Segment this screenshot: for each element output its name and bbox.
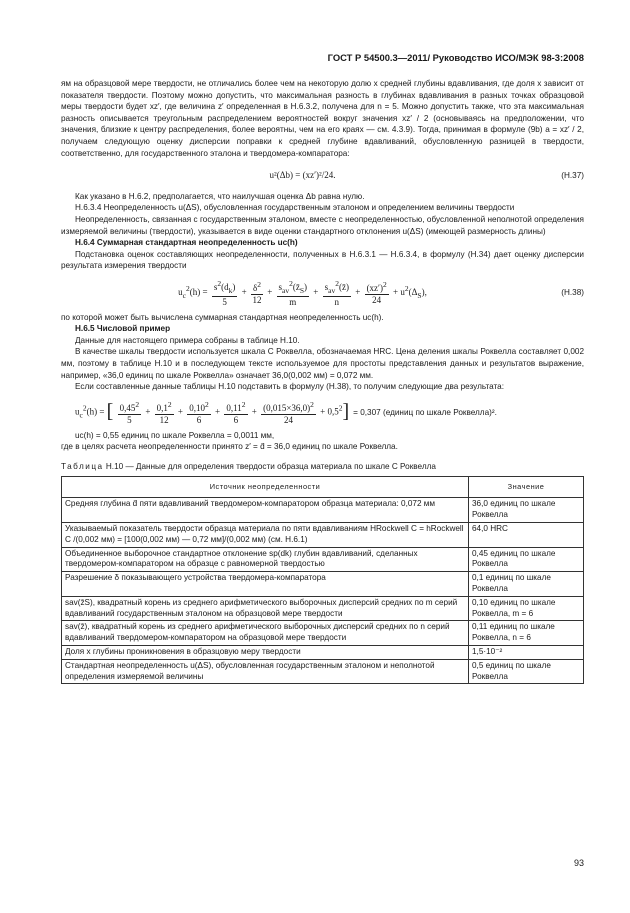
equation-result bbox=[75, 399, 584, 426]
table-header-row bbox=[62, 476, 584, 498]
equation-h37 bbox=[61, 170, 584, 182]
equation-result-value: = 0,307 (единиц по шкале Роквелла)². bbox=[353, 407, 497, 417]
table-cell-source: Средняя глубина d̄ пяти вдавливаний твердомером-компаратором образца материала: 0,072 мм bbox=[62, 498, 469, 523]
table-cell-value: 0,5 единиц по шкале Роквелла bbox=[469, 659, 584, 684]
table-cell-source: Доля x глубины проникновения в образцовую меру твердости bbox=[62, 646, 469, 660]
table-cell-source: sav(z̄), квадратный корень из среднего арифметического выборочных дисперсий средних по n серий вдавливаний твердомером-компаратором на образцовой мере твердости bbox=[62, 621, 469, 646]
table-cell-value: 36,0 единиц по шкале Роквелла bbox=[469, 498, 584, 523]
paragraph-4: Неопределенность, связанная с государственным эталоном, вместе с неопределенностью, обусловленной неполнотой определения измеряемой величины (твердости), указывается в виде оценки стандартного отклонения u(ΔS) (имеющей размерность длины) bbox=[61, 214, 584, 236]
equation-h37-number: (Н.37) bbox=[561, 171, 584, 181]
equation-h38-body: $u_c^2(h)$ = $\frac{s^2(d_k)}{5}$ + $\frac{\delta^2}{12}$ + $\frac{s_{av}^2(z̄_S)}{m}$ + $\frac{s_{av}^2(z̄)}{n}$ + $\frac{(xz')^2}{24}$ + $u^2(\Delta_S)$, bbox=[178, 278, 427, 307]
section-heading-h65: Н.6.5 Числовой пример bbox=[75, 324, 171, 334]
table-row bbox=[62, 596, 584, 621]
paragraph-8: В качестве шкалы твердости используется шкала С Роквелла, обозначаемая HRC. Цена деления шкалы Роквелла составляет 0,002 мм, поэтому в таблице Н.10 и в последующем тексте используемое для простоты представления данных и результатов выражение, например, «36,0 единиц по шкале Роквелла» означает 36,0(0,002 мм) = 0,072 мм. bbox=[61, 347, 584, 380]
page-header: ГОСТ Р 54500.3—2011/ Руководство ИСО/МЭК 98-3:2008 bbox=[327, 52, 584, 63]
table-row bbox=[62, 572, 584, 597]
paragraph-10: uc(h) = 0,55 единиц по шкале Роквелла = 0,0011 мм, bbox=[75, 430, 275, 440]
table-row bbox=[62, 523, 584, 548]
equation-h38-number: (Н.38) bbox=[561, 288, 584, 297]
table-cell-value: 0,1 единиц по шкале Роквелла bbox=[469, 572, 584, 597]
equation-h37-body: u²(Δb) = (xz′)²/24. bbox=[269, 170, 336, 181]
table-cell-source: Разрешение δ показывающего устройства твердомера-компаратора bbox=[62, 572, 469, 597]
page-number: 93 bbox=[573, 858, 584, 868]
paragraph-2: Как указано в Н.6.2, предполагается, что наилучшая оценка Δb равна нулю. bbox=[75, 191, 365, 201]
table-cell-source: Стандартная неопределенность u(ΔS), обусловленная государственным эталоном и неполнотой определения измеряемой величины bbox=[62, 659, 469, 684]
table-row bbox=[62, 498, 584, 523]
paragraph-5: Подстановка оценок составляющих неопределенности, полученных в Н.6.3.1 — Н.6.3.4, в формулу (Н.34) дает оценку дисперсии результата измерения твердости bbox=[61, 249, 584, 271]
table-row bbox=[62, 646, 584, 660]
equation-h38 bbox=[61, 278, 584, 308]
table-row bbox=[62, 659, 584, 684]
table-caption bbox=[61, 461, 584, 473]
paragraph-11: где в целях расчета неопределенности принято z′ = d̄ = 36,0 единиц по шкале Роквелла. bbox=[61, 442, 398, 452]
section-heading-h64: Н.6.4 Суммарная стандартная неопределенность uc(h) bbox=[75, 238, 298, 248]
table-cell-source: Объединенное выборочное стандартное отклонение sp(dk) глубин вдавливаний, сделанных твердомером-компаратором на образце с равномерной твердостью bbox=[62, 547, 469, 572]
table-cell-source: Указываемый показатель твердости образца материала по пяти вдавливаниям HRockwell C = hRockwell C /(0,002 мм) = [100(0,002 мм) — 0,72 мм]/(0,002 мм) (см. Н.6.1) bbox=[62, 523, 469, 548]
paragraph-9: Если составленные данные таблицы Н.10 подставить в формулу (Н.38), то получим следующие два результата: bbox=[75, 382, 505, 392]
equation-result-body: $u_c^2(h)$ = [ $\frac{0,45^2}{5}$ + $\frac{0,1^2}{12}$ + $\frac{0,10^2}{6}$ + $\frac{0,11^2}{6}$ + $\frac{(0,015\times 36,0)^2}{24}$ + $0,5^2$] bbox=[75, 399, 350, 425]
document-body bbox=[61, 78, 584, 684]
paragraph-3: Н.6.3.4 Неопределенность u(ΔS), обусловленная государственным эталоном и определением величины твердости bbox=[75, 203, 515, 213]
table-cell-value: 64,0 HRC bbox=[469, 523, 584, 548]
table-header-value: Значение bbox=[469, 476, 584, 498]
data-table-h10 bbox=[61, 476, 584, 685]
paragraph-6: по которой может быть вычислена суммарная стандартная неопределенность uc(h). bbox=[61, 312, 384, 322]
table-cell-value: 1,5·10⁻² bbox=[469, 646, 584, 660]
table-cell-value: 0,45 единиц по шкале Роквелла bbox=[469, 547, 584, 572]
table-row bbox=[62, 621, 584, 646]
table-cell-source: sav(z̄S), квадратный корень из среднего арифметического выборочных дисперсий средних по m серий вдавливаний государственным эталоном на образцовой мере твердости bbox=[62, 596, 469, 621]
paragraph-1: ям на образцовой мере твердости, не отличались более чем на некоторую долю x средней глубины вдавливания, где доля x зависит от показателя твердости. Поэтому можно допустить, что максимальная разность в глубинах вдавливания в разных точках образцовой меры твердости будет xz′, где величина z′ определенная в Н.6.3.2, получена для n = 5. Можно допустить также, что эта максимальная разность описывается треугольным распределением вероятностей вокруг значения xz′ / 2 (основываясь на предположении, что значения, близкие к центру распределения, более вероятны, чем на его краях — см. 4.3.9). Тогда, принимая в формуле (9b) a = xz′ / 2, получаем следующую оценку дисперсии поправки к средней глубине вдавливаний, обусловленную разницей в твердости, соответственно, для государственного эталона и твердомера-компаратора: bbox=[61, 79, 584, 158]
table-row bbox=[62, 547, 584, 572]
table-header-source: Источник неопределенности bbox=[62, 476, 469, 498]
table-caption-text: Н.10 — Данные для определения твердости образца материала по шкале С Роквелла bbox=[103, 462, 436, 472]
table-caption-label: Таблица bbox=[61, 462, 104, 472]
table-cell-value: 0,10 единиц по шкале Роквелла, m = 6 bbox=[469, 596, 584, 621]
table-cell-value: 0,11 единиц по шкале Роквелла, n = 6 bbox=[469, 621, 584, 646]
paragraph-7: Данные для настоящего примера собраны в таблице Н.10. bbox=[75, 335, 300, 345]
